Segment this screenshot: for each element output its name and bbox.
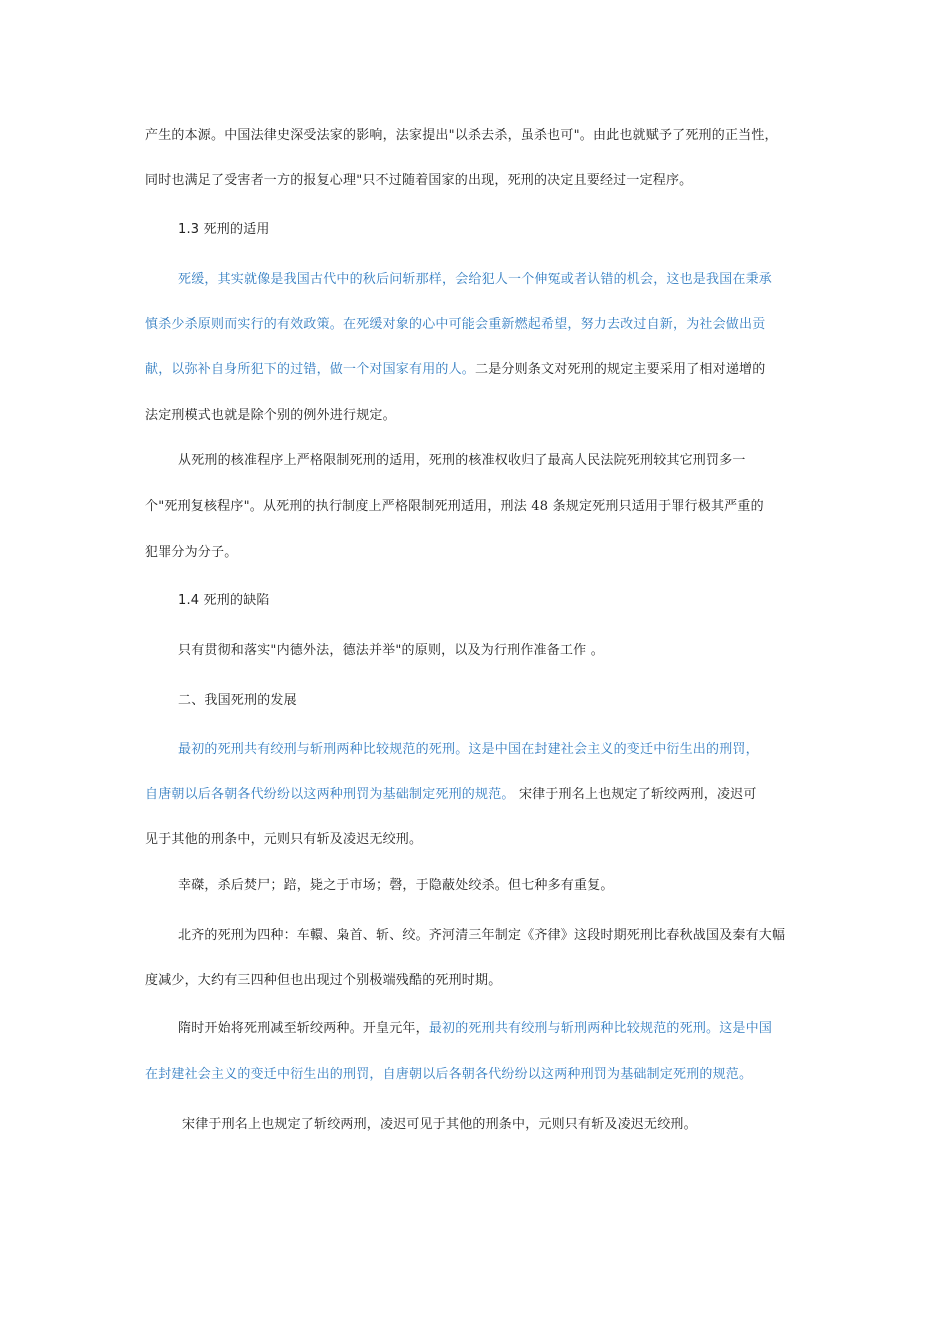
text-run: 同时也满足了受害者一方的报复心理"只不过随着国家的出现，死刑的决定且要经过一定程序。 xyxy=(145,173,693,188)
paragraph-line xyxy=(178,741,759,759)
paragraph-line xyxy=(145,127,778,145)
text-run: 产生的本源。中国法律史深受法家的影响，法家提出"以杀去杀，虽杀也可"。由此也就赋予了死刑的正当性， xyxy=(145,128,778,143)
text-run: 幸磔，杀后焚尸；踣，毙之于市场；磬，于隐蔽处绞杀。但七种多有重复。 xyxy=(178,878,614,893)
text-run: 宋律于刑名上也规定了斩绞两刑，凌迟可见于其他的刑条中，元则只有斩及凌迟无绞刑。 xyxy=(182,1117,697,1132)
text-run: 二、我国死刑的发展 xyxy=(178,693,297,708)
text-run: 最初的死刑共有绞刑与斩刑两种比较规范的死刑。这是中国在封建社会主义的变迁中衍生出的刑罚， xyxy=(178,742,759,757)
text-run: 慎杀少杀原则而实行的有效政策。在死缓对象的心中可能会重新燃起希望，努力去改过自新，为社会做出贡 xyxy=(145,317,766,332)
section-heading xyxy=(178,692,297,710)
paragraph-line xyxy=(145,1066,752,1084)
paragraph-line xyxy=(178,1020,772,1038)
paragraph-line xyxy=(145,407,396,425)
paragraph-line xyxy=(182,1116,697,1134)
text-run: 度减少，大约有三四种但也出现过个别极端残酷的死刑时期。 xyxy=(145,973,502,988)
paragraph-line xyxy=(178,877,614,895)
text-run: 死缓，其实就像是我国古代中的秋后问斩那样，会给犯人一个伸冤或者认错的机会，这也是我国在秉承 xyxy=(178,272,773,287)
text-run: 最初的死刑共有绞刑与斩刑两种比较规范的死刑。这是中国 xyxy=(428,1021,773,1036)
text-run: 只有贯彻和落实"内德外法，德法并举"的原则，以及为行刑作准备工作 。 xyxy=(178,643,604,658)
paragraph-line xyxy=(178,927,785,945)
text-run: 从死刑的核准程序上严格限制死刑的适用，死刑的核准权收归了最高人民法院死刑较其它刑罚多一 xyxy=(178,453,746,468)
text-run: 宋律于刑名上也规定了斩绞两刑，凌迟可 xyxy=(514,787,757,802)
text-run: 法定刑模式也就是除个别的例外进行规定。 xyxy=(145,408,396,423)
text-run: 献，以弥补自身所犯下的过错，做一个对国家有用的人。 xyxy=(145,362,476,377)
text-run: 1.3 死刑的适用 xyxy=(178,222,270,237)
text-run: 隋时开始将死刑减至斩绞两种。开皇元年， xyxy=(178,1021,429,1036)
paragraph-line xyxy=(145,544,237,562)
paragraph-line xyxy=(178,642,604,660)
text-run: 个"死刑复核程序"。从死刑的执行制度上严格限制死刑适用，刑法 48 条规定死刑只适用于罪行极其严重的 xyxy=(145,499,764,514)
text-run: 犯罪分为分子。 xyxy=(145,545,238,560)
section-heading xyxy=(178,221,270,239)
text-run: 二是分则条文对死刑的规定主要采用了相对递增的 xyxy=(475,362,766,377)
paragraph-line xyxy=(145,361,765,379)
text-run: 自唐朝以后各朝各代纷纷以这两种刑罚为基础制定死刑的规范。 xyxy=(145,787,515,802)
text-run: 北齐的死刑为四种：车轘、枭首、斩、绞。齐河清三年制定《齐律》这段时期死刑比春秋战国及秦有大幅 xyxy=(178,928,786,943)
paragraph-line xyxy=(178,452,746,470)
text-run: 见于其他的刑条中，元则只有斩及凌迟无绞刑。 xyxy=(145,832,423,847)
paragraph-line xyxy=(145,786,757,804)
paragraph-line xyxy=(145,172,692,190)
section-heading xyxy=(178,592,270,610)
paragraph-line xyxy=(145,972,501,990)
text-run: 在封建社会主义的变迁中衍生出的刑罚，自唐朝以后各朝各代纷纷以这两种刑罚为基础制定死刑的规范。 xyxy=(145,1067,753,1082)
paragraph-line xyxy=(178,271,772,289)
paragraph-line xyxy=(145,498,764,516)
text-run: 1.4 死刑的缺陷 xyxy=(178,593,270,608)
paragraph-line xyxy=(145,831,422,849)
paragraph-line xyxy=(145,316,765,334)
